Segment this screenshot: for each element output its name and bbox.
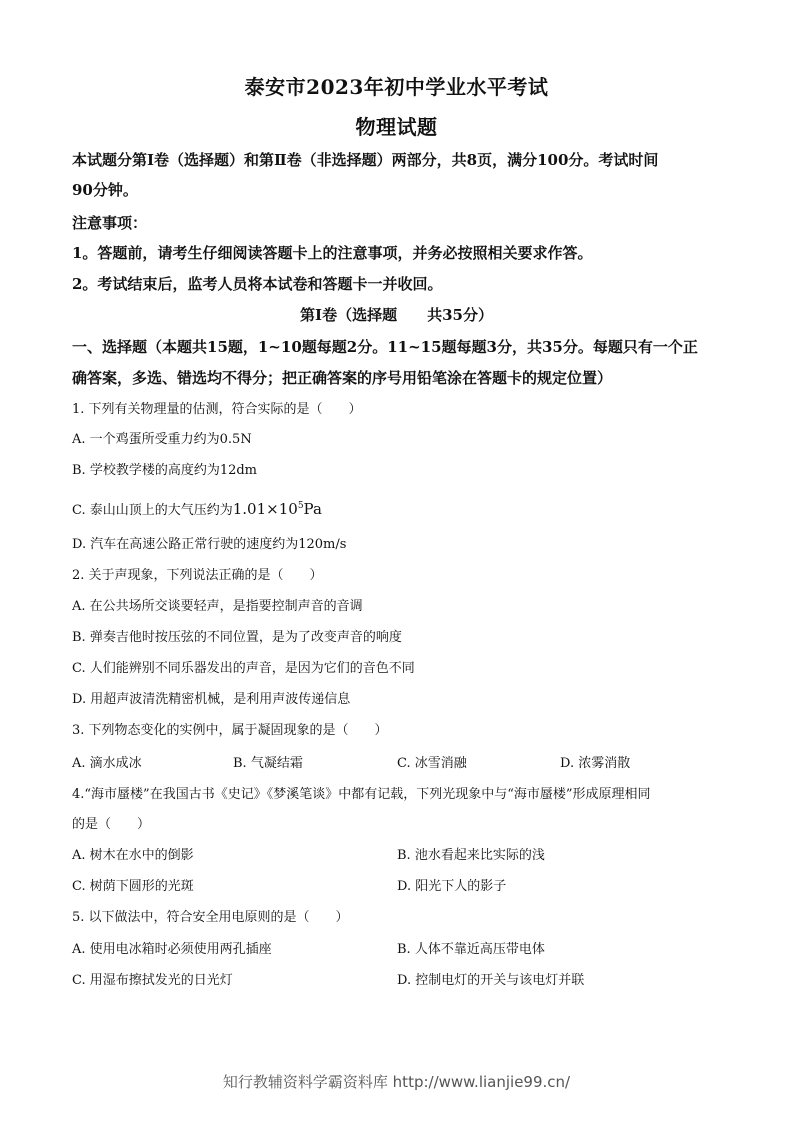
q5-stem: 5. 以下做法中，符合安全用电原则的是（ ）: [72, 910, 349, 925]
q4-option-b: B. 池水看起来比实际的浅: [397, 848, 545, 863]
q4-stem-line-1: 4.“海市蜃楼”在我国古书《史记》《梦溪笔谈》中都有记载，下列光现象中与“海市蜃楼”形成原理相同: [72, 787, 651, 802]
q2-stem: 2. 关于声现象，下列说法正确的是（ ）: [72, 568, 323, 583]
q1-stem: 1. 下列有关物理量的估测，符合实际的是（ ）: [72, 402, 362, 417]
q4-option-c: C. 树荫下圆形的光斑: [72, 879, 194, 894]
q4-option-a: A. 树木在水中的倒影: [72, 848, 194, 863]
q2-option-d: D. 用超声波清洗精密机械，是利用声波传递信息: [72, 692, 351, 707]
notice-item-2: 2。考试结束后，监考人员将本试卷和答题卡一并收回。: [72, 275, 443, 293]
notice-heading: 注意事项：: [72, 214, 148, 232]
part-instruction-line-2: 确答案，多选、错选均不得分；把正确答案的序号用铅笔涂在答题卡的规定位置）: [72, 369, 613, 387]
q2-option-a: A. 在公共场所交谈要轻声，是指要控制声音的音调: [72, 599, 363, 614]
part-instruction-line-1: 一、选择题（本题共15题，1~10题每题2分。11~15题每题3分，共35分。每题只有一个正: [72, 338, 698, 356]
q1-option-c-exponent: 5: [297, 501, 304, 511]
q5-option-c: C. 用湿布擦拭发光的日光灯: [72, 973, 233, 988]
notice-item-1: 1。答题前，请考生仔细阅读答题卡上的注意事项，并务必按照相关要求作答。: [72, 244, 593, 262]
q3-option-b: B. 气凝结霜: [233, 756, 303, 771]
exam-subtitle: 物理试题: [355, 115, 438, 139]
q1-option-c-text: C. 泰山山顶上的大气压约为: [72, 503, 233, 518]
page-footer-watermark: 知行教辅资料学霸资料库 http://www.lianjie99.cn/: [222, 1073, 571, 1091]
q1-option-b: B. 学校教学楼的高度约为12dm: [72, 463, 258, 478]
q2-option-b: B. 弹奏吉他时按压弦的不同位置，是为了改变声音的响度: [72, 630, 402, 645]
q5-option-b: B. 人体不靠近高压带电体: [397, 942, 545, 957]
q3-option-d: D. 浓雾消散: [560, 756, 631, 771]
exam-title: 泰安市2023年初中学业水平考试: [244, 75, 549, 99]
q1-option-c-base: 1.01×10: [232, 500, 298, 518]
q1-option-c: [72, 497, 322, 520]
q1-option-a: A. 一个鸡蛋所受重力约为0.5N: [72, 432, 252, 447]
q2-option-c: C. 人们能辨别不同乐器发出的声音，是因为它们的音色不同: [72, 661, 415, 676]
q4-stem-line-2: 的是（ ）: [72, 817, 151, 832]
q5-option-a: A. 使用电冰箱时必须使用两孔插座: [72, 942, 272, 957]
q3-option-c: C. 冰雪消融: [397, 756, 467, 771]
q3-option-a: A. 滴水成冰: [72, 756, 142, 771]
q1-option-c-formula: [233, 500, 322, 518]
q1-option-d: D. 汽车在高速公路正常行驶的速度约为120m/s: [72, 537, 347, 552]
intro-line-2: 90分钟。: [72, 181, 138, 199]
q1-option-c-unit: Pa: [303, 500, 322, 518]
q5-option-d: D. 控制电灯的开关与该电灯并联: [397, 973, 585, 988]
section-heading: 第Ⅰ卷（选择题 共35分）: [300, 306, 493, 324]
q3-stem: 3. 下列物态变化的实例中，属于凝固现象的是（ ）: [72, 723, 388, 738]
intro-line-1: 本试题分第Ⅰ卷（选择题）和第Ⅱ卷（非选择题）两部分，共8页，满分100分。考试时间: [72, 151, 659, 169]
q4-option-d: D. 阳光下人的影子: [397, 879, 507, 894]
